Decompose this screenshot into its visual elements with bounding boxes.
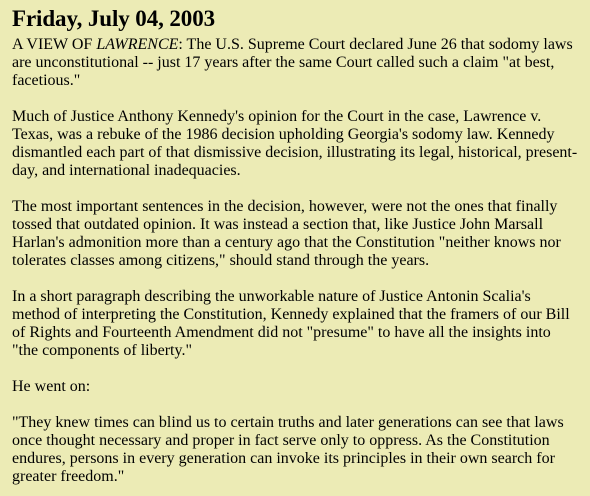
- post-paragraph-5: "They knew times can blind us to certain truths and later generations can see that laws once thought necessary and proper in fact serve only to oppress. As the Constitution endures, persons in every generation can invoke its principles in their own search for greater freedom.": [12, 414, 564, 485]
- intro-text: : The U.S. Supreme Court declared June 26 that sodomy laws are unconstitutional -- just 17 years after the same Court called such a claim "at best, facetious.": [12, 36, 573, 89]
- intro-prefix: A VIEW OF: [12, 36, 97, 53]
- post-date-header: Friday, July 04, 2003: [12, 6, 216, 31]
- post-paragraph-4: He went on:: [12, 378, 91, 395]
- post-intro-paragraph: [12, 36, 578, 90]
- post-paragraph-3: In a short paragraph describing the unworkable nature of Justice Antonin Scalia's method of interpreting the Constitution, Kennedy explained that the framers of our Bill of Rights and Fourteenth Amendment did not "presume" to have all the insights into "the components of liberty.": [12, 288, 570, 359]
- post-paragraph-2: The most important sentences in the decision, however, were not the ones that finally tossed that outdated opinion. It was instead a section that, like Justice John Marsall Harlan's admonition more than a century ago that the Constitution "neither knows nor tolerates classes among citizens," should stand through the years.: [12, 198, 561, 269]
- intro-case-name: LAWRENCE: [96, 36, 179, 53]
- post-paragraph-1: Much of Justice Anthony Kennedy's opinion for the Court in the case, Lawrence v. Texas, was a rebuke of the 1986 decision upholding Georgia's sodomy law. Kennedy dismantled each part of that dismissive decision, illustrating its legal, historical, present-day, and international inadequacies.: [12, 108, 578, 179]
